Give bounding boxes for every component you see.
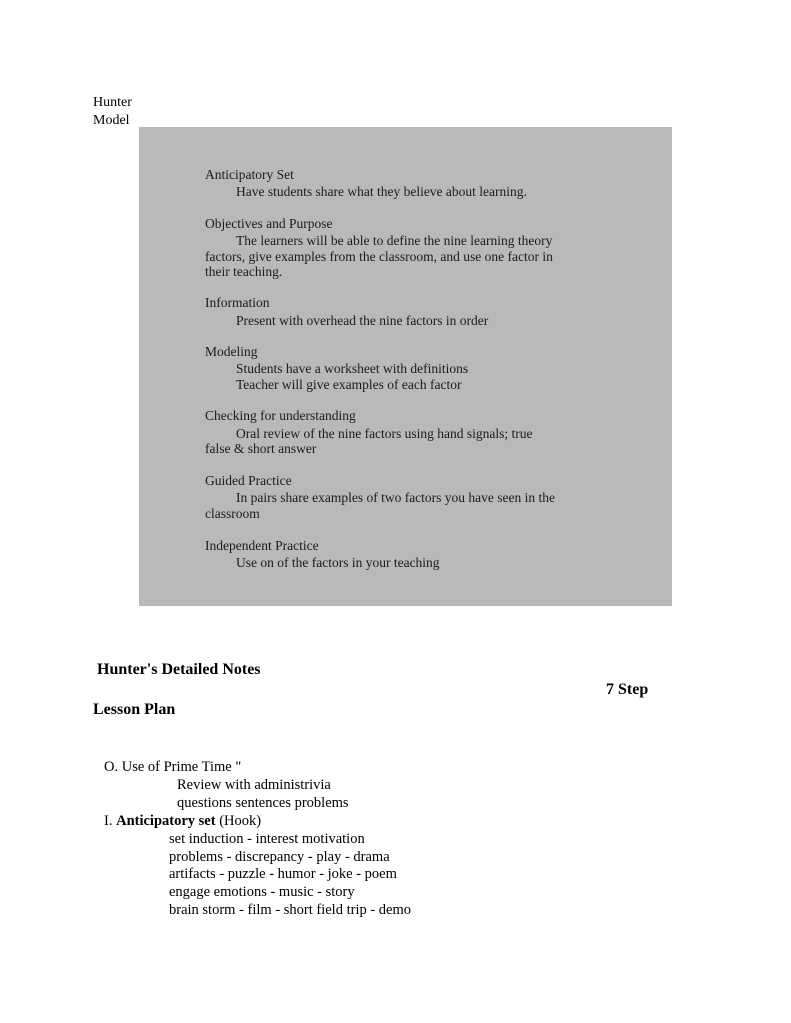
- scan-section-text: Use on of the factors in your teaching: [236, 555, 440, 570]
- notes-title-right: 7 Step: [606, 681, 649, 698]
- scan-section-title: Objectives and Purpose: [205, 216, 333, 231]
- outline-subitem: brain storm - film - short field trip - demo: [169, 902, 412, 918]
- scan-section-text: Students have a worksheet with definitions: [236, 361, 469, 376]
- scan-section-title: Guided Practice: [205, 473, 292, 488]
- outline-subitem: artifacts - puzzle - humor - joke - poem: [169, 866, 397, 882]
- outline-item-bold-label: Anticipatory set: [116, 813, 216, 829]
- scan-section-text: their teaching.: [205, 264, 283, 279]
- scan-section-text: Have students share what they believe about learning.: [236, 184, 527, 199]
- scan-section-title: Modeling: [205, 344, 258, 359]
- notes-subtitle: Lesson Plan: [93, 701, 176, 718]
- scan-section-text: Present with overhead the nine factors in order: [236, 313, 489, 328]
- scan-section-text: The learners will be able to define the nine learning theory: [236, 233, 553, 248]
- outline-subitem: problems - discrepancy - play - drama: [169, 849, 390, 865]
- scan-section-text: Teacher will give examples of each factor: [236, 377, 462, 392]
- scan-section-title: Independent Practice: [205, 538, 319, 553]
- notes-title: Hunter's Detailed Notes: [97, 661, 261, 678]
- scan-section-text: factors, give examples from the classroom, and use one factor in: [205, 249, 553, 264]
- outline-subitem: engage emotions - music - story: [169, 884, 355, 900]
- scanned-lesson-plan-image: [139, 127, 672, 606]
- outline-subitem: questions sentences problems: [177, 795, 349, 811]
- outline-subitem: Review with administrivia: [177, 777, 331, 793]
- outline-item-prefix: I.: [104, 813, 117, 829]
- outline-subitem: set induction - interest motivation: [169, 831, 365, 847]
- scan-section-text: classroom: [205, 506, 260, 521]
- outline-item-suffix: (Hook): [215, 813, 262, 829]
- header-line-1: Hunter: [93, 95, 132, 110]
- scan-section-text: false & short answer: [205, 441, 317, 456]
- scan-section-title: Checking for understanding: [205, 408, 356, 423]
- scan-section-title: Anticipatory Set: [205, 167, 294, 182]
- scan-section-text: Oral review of the nine factors using hand signals; true: [236, 426, 533, 441]
- outline-item-anticipatory-set: [104, 812, 261, 830]
- scan-section-text: In pairs share examples of two factors you have seen in the: [236, 490, 556, 505]
- header-line-2: Model: [93, 113, 130, 128]
- scan-section-title: Information: [205, 295, 270, 310]
- outline-item-prime-time: O. Use of Prime Time ": [104, 759, 242, 775]
